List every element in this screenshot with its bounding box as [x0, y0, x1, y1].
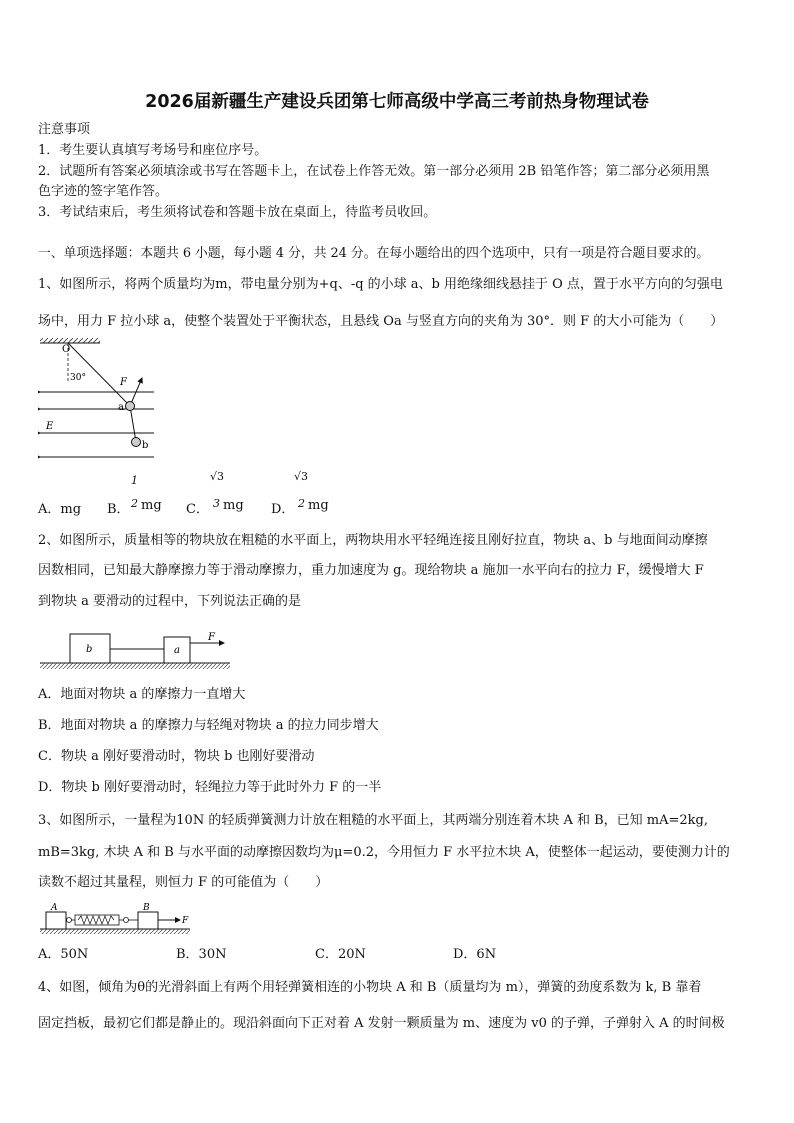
label-o: O: [62, 344, 71, 355]
q2-option-a: A．地面对物块 a 的摩擦力一直增大: [38, 687, 246, 702]
q4-text-line2: 固定挡板，最初它们都是静止的。现沿斜面向下正对着 A 发射一颗质量为 m、速度为 v0 的子弹，子弹射入 A 的时间极: [38, 1016, 725, 1031]
q1-figure: [38, 338, 160, 463]
label-a: a: [174, 645, 180, 656]
label-a: a: [118, 402, 124, 413]
q1-option-d-numerator: √3: [294, 470, 309, 483]
q2-text-line1: 2、如图所示，质量相等的物块放在粗糙的水平面上，两物块用水平轻绳连接且刚好拉直，物块 a、b 与地面间动摩擦: [38, 533, 708, 548]
q3-option-d: D．6N: [453, 947, 497, 962]
q2-text-line2: 因数相同，已知最大静摩擦力等于滑动摩擦力，重力加速度为 g。现给物块 a 施加一水平向右的拉力 F，缓慢增大 F: [38, 563, 704, 578]
q1-option-c-numerator: √3: [210, 470, 225, 483]
q3-option-a: A．50N: [38, 947, 89, 962]
ball-a: [126, 402, 135, 411]
notice-item-1: 1．考生要认真填写考场号和座位序号。: [38, 143, 268, 158]
q2-option-b: B．地面对物块 a 的摩擦力与轻绳对物块 a 的拉力同步增大: [38, 718, 379, 733]
q1-option-b-numerator: 1: [131, 474, 138, 487]
spring-scale-body: [75, 915, 119, 925]
ground-hatch: [40, 929, 190, 934]
q1-option-c-denominator: 3: [213, 497, 220, 510]
q2-text-line3: 到物块 a 要滑动的过程中，下列说法正确的是: [38, 594, 302, 609]
q3-figure: [40, 900, 192, 934]
q1-option-b: B．: [107, 502, 130, 517]
q3-text-line1: 3、如图所示，一量程为10N 的轻质弹簧测力计放在粗糙的水平面上，其两端分别连着木块 A 和 B，已知 mA=2kg,: [38, 813, 709, 828]
q4-text-line1: 4、如图，倾角为θ的光滑斜面上有两个用轻弹簧相连的小物块 A 和 B（质量均为 m），弹簧的劲度系数为 k, B 靠着: [38, 980, 702, 995]
hook-right: [124, 918, 129, 923]
q1-option-b-unit: mg: [141, 498, 162, 513]
q1-text-line2: 场中，用力 F 拉小球 a，使整个装置处于平衡状态，且悬线 Oa 与竖直方向的夹角为 30°．则 F 的大小可能为（ ）: [38, 314, 724, 329]
notice-item-3: 3．考试结束后，考生须将试卷和答题卡放在桌面上，待监考员收回。: [38, 205, 437, 220]
q2-option-d: D．物块 b 刚好要滑动时，轻绳拉力等于此时外力 F 的一半: [38, 780, 382, 795]
thread-ab: [130, 406, 136, 442]
q1-option-d: D．: [271, 502, 295, 517]
q1-option-c-unit: mg: [223, 498, 244, 513]
label-f: F: [120, 377, 127, 388]
block-b: [138, 912, 158, 929]
hook-left: [67, 918, 72, 923]
q1-option-d-denominator: 2: [298, 497, 305, 510]
q1-option-d-unit: mg: [308, 498, 329, 513]
q3-text-line2: mB=3kg, 木块 A 和 B 与水平面的动摩擦因数均为μ=0.2，今用恒力 F 水平拉木块 A，使整体一起运动，要使测力计的: [38, 845, 730, 860]
q3-option-b: B．30N: [176, 947, 227, 962]
q1-option-a: A．mg: [38, 502, 82, 517]
ceiling-hatch: [40, 338, 100, 343]
label-f: F: [208, 632, 215, 643]
label-b: b: [142, 440, 149, 451]
label-e: E: [46, 421, 54, 432]
label-angle: 30°: [70, 373, 86, 383]
section-heading: 一、单项选择题：本题共 6 小题，每小题 4 分，共 24 分。在每小题给出的四个选项中，只有一项是符合题目要求的。: [38, 246, 710, 261]
q1-text-line1: 1、如图所示，将两个质量均为m，带电量分别为+q、-q 的小球 a、b 用绝缘细线悬挂于 O 点，置于水平方向的匀强电: [38, 277, 723, 292]
ground-hatch: [40, 663, 230, 669]
notice-heading: 注意事项: [38, 122, 91, 137]
notice-item-2-cont: 色字迹的签字笔作答。: [38, 184, 169, 199]
q1-option-c: C．: [186, 502, 209, 517]
q3-option-c: C．20N: [315, 947, 366, 962]
ball-b: [132, 438, 141, 447]
q2-option-c: C．物块 a 刚好要滑动时，物块 b 也刚好要滑动: [38, 749, 315, 764]
q2-figure: [40, 628, 234, 674]
notice-item-2: 2．试题所有答案必须填涂或书写在答题卡上，在试卷上作答无效。第一部分必须用 2B 铅笔作答；第二部分必须用黑: [38, 164, 710, 179]
label-b: b: [86, 644, 93, 655]
block-a: [46, 912, 66, 929]
q1-option-b-denominator: 2: [131, 497, 138, 510]
label-b: B: [143, 903, 150, 913]
q3-text-line3: 读数不超过其量程，则恒力 F 的可能值为（ ）: [38, 875, 329, 890]
label-f: F: [182, 916, 189, 926]
page-title: 2026届新疆生产建设兵团第七师高级中学高三考前热身物理试卷: [145, 92, 649, 112]
label-a: A: [51, 903, 58, 913]
